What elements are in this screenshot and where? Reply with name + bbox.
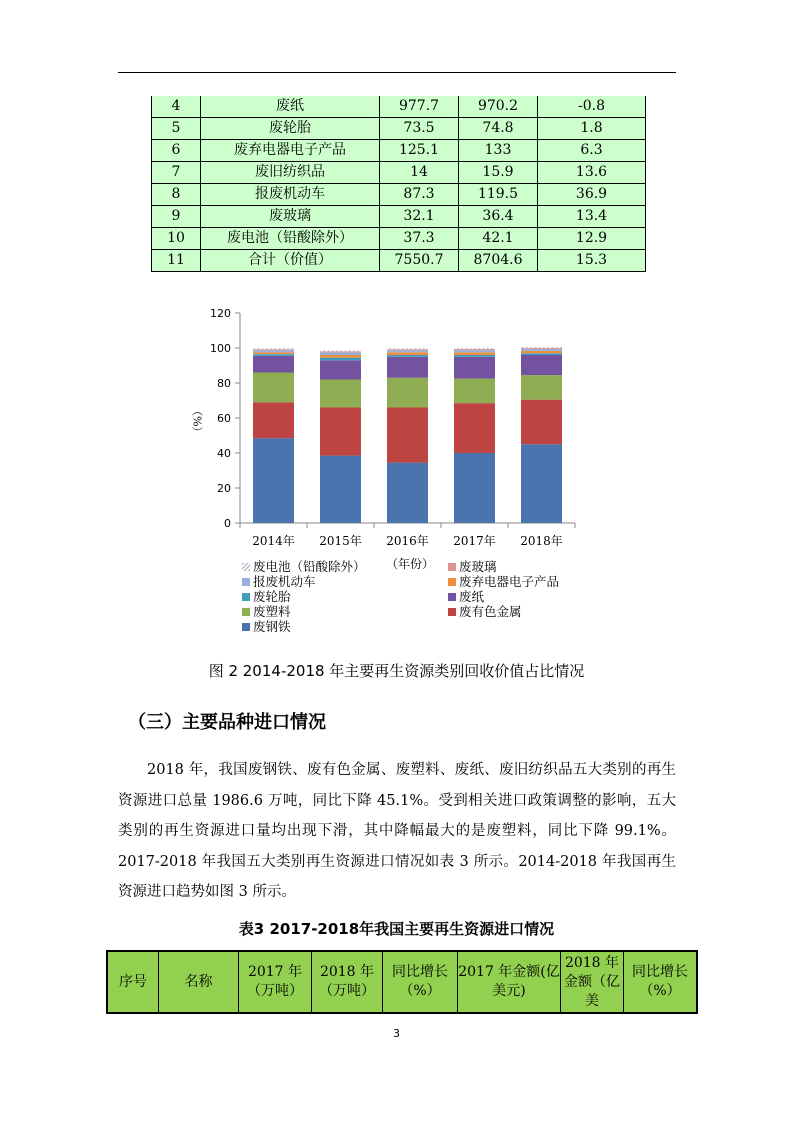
bar-segment-7 <box>253 349 294 350</box>
table-cell-yoy: 1.8 <box>538 118 646 140</box>
legend-label: 废塑料 <box>253 604 291 619</box>
bar-segment-8 <box>387 348 428 349</box>
legend-label: 废电池（铅酸除外） <box>253 559 366 574</box>
bar-segment-8 <box>320 350 361 351</box>
table-cell-v2018: 42.1 <box>459 228 538 250</box>
header-text: 2017 年金额(亿美元) <box>458 964 560 999</box>
legend-label: 废有色金属 <box>459 604 522 619</box>
header-text: 2018 年（万吨） <box>319 964 375 999</box>
table-cell-name: 废轮胎 <box>201 118 380 140</box>
table-header-cell <box>312 951 383 1013</box>
legend-label: 报废机动车 <box>253 574 316 589</box>
legend-label: 废弃电器电子产品 <box>459 574 560 589</box>
table-cell-v2017: 37.3 <box>380 228 459 250</box>
bar-segment-2 <box>320 380 361 408</box>
bar-segment-2 <box>253 373 294 403</box>
x-axis-label: （年份） <box>385 557 435 571</box>
table-cell-no: 6 <box>152 140 201 162</box>
bar-segment-1 <box>320 408 361 456</box>
table-cell-v2017: 14 <box>380 162 459 184</box>
table-cell-v2018: 970.2 <box>459 96 538 118</box>
y-tick-label: 100 <box>210 342 231 355</box>
legend-swatch <box>242 578 250 586</box>
table-cell-yoy: 6.3 <box>538 140 646 162</box>
bar-segment-3 <box>387 357 428 378</box>
bar-segment-5 <box>521 351 562 353</box>
table-cell-v2017: 7550.7 <box>380 250 459 272</box>
bar-segment-6 <box>454 350 495 352</box>
legend-swatch <box>448 563 456 571</box>
table-cell-yoy: 12.9 <box>538 228 646 250</box>
table-cell-no: 10 <box>152 228 201 250</box>
paragraph-text: 2018 年，我国废钢铁、废有色金属、废塑料、废纸、废旧纺织品五大类别的再生资源进口总量 1986.6 万吨，同比下降 45.1%。受到相关进口政策调整的影响，五大类别的再生资源进口量均出现下滑，其中降幅最大的是废塑料，同比下降 99.1%。2017-2018 年我国五大类别再生资源进口情况如表 3 所示。2014-2018 年我国再生资源进口趋势如图 3 所示。 <box>118 762 676 900</box>
bar-segment-1 <box>253 402 294 438</box>
table-cell-name: 废弃电器电子产品 <box>201 140 380 162</box>
table-header-cell <box>239 951 312 1013</box>
bar-segment-5 <box>387 352 428 355</box>
bar-segment-2 <box>454 379 495 404</box>
legend-swatch <box>242 593 250 601</box>
table-cell-name: 废玻璃 <box>201 206 380 228</box>
legend-swatch <box>242 608 250 616</box>
table-cell-yoy: 36.9 <box>538 184 646 206</box>
legend-swatch <box>448 593 456 601</box>
bar-segment-2 <box>387 378 428 408</box>
bar-segment-8 <box>521 347 562 348</box>
legend-swatch <box>448 608 456 616</box>
header-text: 同比增长（%） <box>632 964 688 999</box>
bar-segment-3 <box>253 356 294 373</box>
header-text: 2017 年（万吨） <box>247 964 303 999</box>
bar-segment-3 <box>454 357 495 379</box>
legend-label: 废轮胎 <box>253 589 291 604</box>
figure-caption: 图 2 2014-2018 年主要再生资源类别回收价值占比情况 <box>208 662 585 680</box>
table-header-cell <box>107 951 159 1013</box>
y-tick-label: 20 <box>217 482 231 495</box>
legend-swatch <box>448 578 456 586</box>
bar-segment-4 <box>521 353 562 355</box>
table-cell-v2018: 15.9 <box>459 162 538 184</box>
bar-segment-8 <box>454 348 495 349</box>
bar-segment-4 <box>454 355 495 357</box>
table-cell-no: 4 <box>152 96 201 118</box>
header-text: 序号 <box>119 973 147 990</box>
bar-segment-7 <box>320 351 361 352</box>
header-text: 名称 <box>184 973 213 990</box>
y-tick-label: 0 <box>224 517 231 530</box>
bar-segment-4 <box>387 355 428 357</box>
table-cell-name: 废纸 <box>201 96 380 118</box>
legend-swatch <box>242 623 250 631</box>
bar-segment-7 <box>454 349 495 350</box>
y-tick-label: 60 <box>217 412 231 425</box>
bar-segment-6 <box>521 349 562 351</box>
bar-segment-0 <box>320 456 361 523</box>
table-cell-v2018: 74.8 <box>459 118 538 140</box>
bar-segment-1 <box>387 408 428 463</box>
header-text: 2018 年金额（亿美 <box>564 954 620 1009</box>
bar-segment-5 <box>253 352 294 354</box>
y-axis-label: （%） <box>190 405 204 438</box>
table-cell-v2018: 36.4 <box>459 206 538 228</box>
bar-segment-1 <box>521 400 562 445</box>
bar-segment-8 <box>253 348 294 349</box>
bar-segment-0 <box>521 444 562 523</box>
y-tick-label: 120 <box>210 307 231 320</box>
bar-segment-7 <box>387 349 428 350</box>
bar-segment-0 <box>253 438 294 523</box>
page-number: 3 <box>393 1027 400 1040</box>
table-cell-yoy: 15.3 <box>538 250 646 272</box>
table-cell-no: 9 <box>152 206 201 228</box>
table-cell-no: 5 <box>152 118 201 140</box>
table3-title: 表3 2017-2018年我国主要再生资源进口情况 <box>238 920 555 938</box>
x-tick-label: 2015年 <box>319 534 362 548</box>
x-tick-label: 2018年 <box>520 534 563 548</box>
table-header-cell <box>383 951 458 1013</box>
bar-segment-3 <box>521 355 562 375</box>
header-text: 同比增长（%） <box>392 964 448 999</box>
bar-segment-1 <box>454 403 495 453</box>
y-tick-label: 80 <box>217 377 231 390</box>
import-table <box>106 950 698 1014</box>
table-cell-v2017: 73.5 <box>380 118 459 140</box>
table-header-cell <box>561 951 624 1013</box>
table-cell-v2018: 133 <box>459 140 538 162</box>
table-cell-no: 11 <box>152 250 201 272</box>
table-cell-yoy: 13.4 <box>538 206 646 228</box>
table-header-row <box>107 951 697 1013</box>
legend-label: 废钢铁 <box>253 619 291 634</box>
legend-label: 废纸 <box>459 589 485 604</box>
bar-segment-7 <box>521 348 562 349</box>
x-tick-label: 2016年 <box>386 534 429 548</box>
table-header-cell <box>159 951 239 1013</box>
table-cell-name: 报废机动车 <box>201 184 380 206</box>
table-cell-yoy: 13.6 <box>538 162 646 184</box>
legend-label: 废玻璃 <box>459 559 497 574</box>
bar-segment-4 <box>320 358 361 361</box>
table-header-cell <box>458 951 561 1013</box>
bar-segment-0 <box>454 453 495 523</box>
table-cell-no: 8 <box>152 184 201 206</box>
table-cell-v2018: 119.5 <box>459 184 538 206</box>
body-paragraph <box>118 755 676 908</box>
bar-segment-2 <box>521 375 562 400</box>
bar-segment-5 <box>320 355 361 358</box>
x-tick-label: 2014年 <box>252 534 295 548</box>
table-cell-v2017: 87.3 <box>380 184 459 206</box>
bar-segment-5 <box>454 352 495 355</box>
table-cell-name: 合计（价值） <box>201 250 380 272</box>
table-cell-name: 废旧纺织品 <box>201 162 380 184</box>
bar-segment-0 <box>387 463 428 523</box>
bar-segment-6 <box>320 352 361 355</box>
table-cell-v2017: 32.1 <box>380 206 459 228</box>
y-tick-label: 40 <box>217 447 231 460</box>
bar-segment-6 <box>253 350 294 352</box>
bar-segment-4 <box>253 354 294 356</box>
section-heading: （三）主要品种进口情况 <box>128 712 326 733</box>
table-header-cell <box>624 951 698 1013</box>
x-tick-label: 2017年 <box>453 534 496 548</box>
table-cell-yoy: -0.8 <box>538 96 646 118</box>
table-cell-name: 废电池（铅酸除外） <box>201 228 380 250</box>
table-cell-v2017: 977.7 <box>380 96 459 118</box>
table-cell-v2018: 8704.6 <box>459 250 538 272</box>
table-cell-v2017: 125.1 <box>380 140 459 162</box>
table-cell-no: 7 <box>152 162 201 184</box>
bar-segment-6 <box>387 350 428 352</box>
bar-segment-3 <box>320 360 361 379</box>
legend-swatch <box>242 563 250 571</box>
